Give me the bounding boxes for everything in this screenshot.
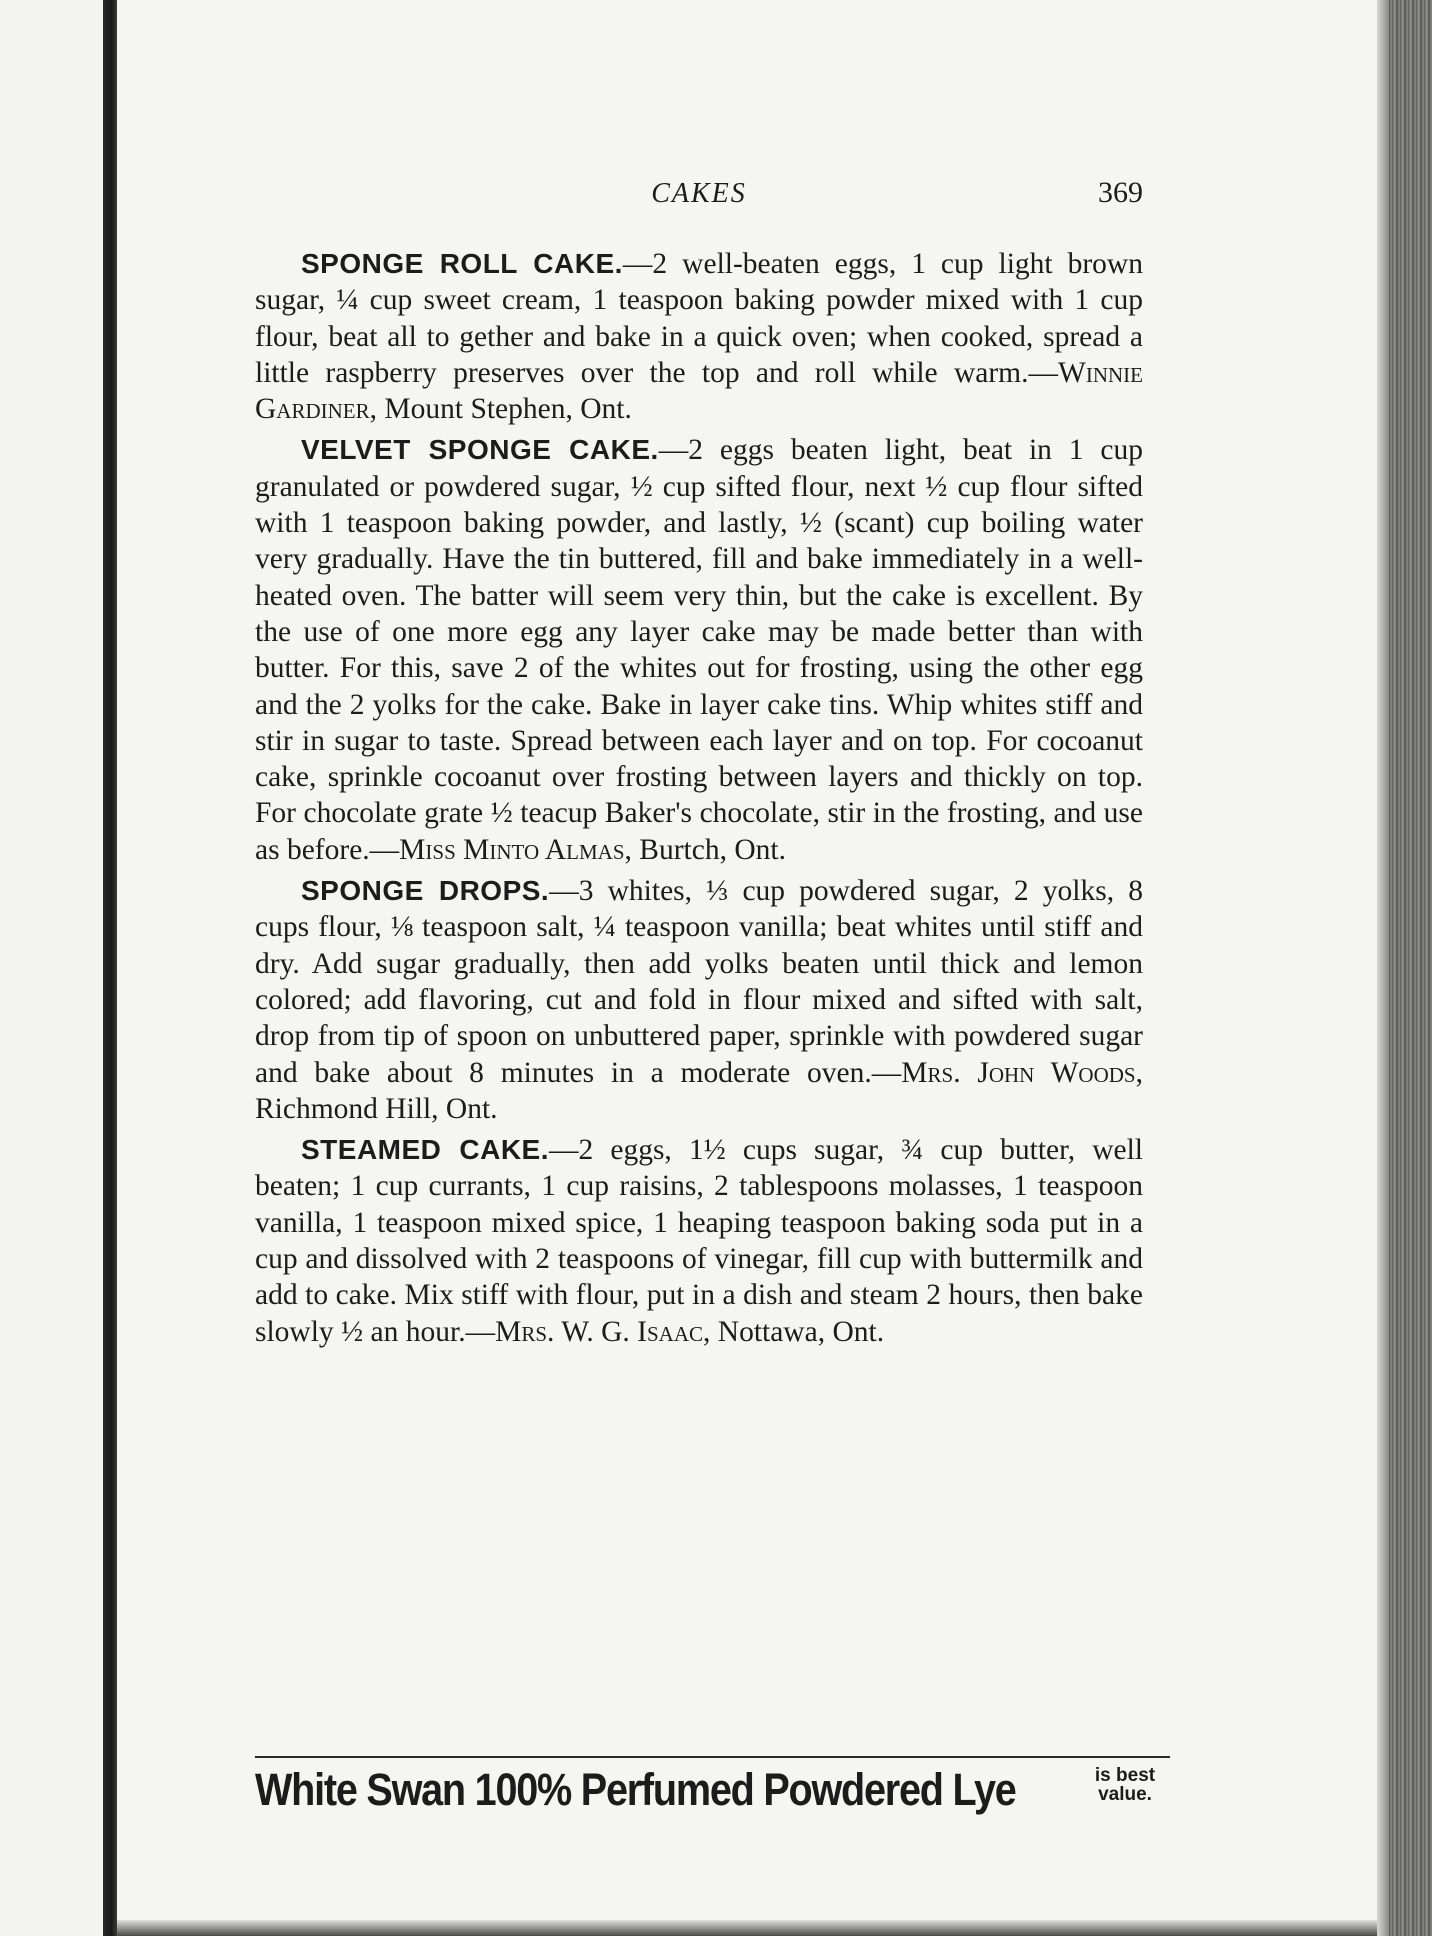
recipe-steamed-cake (255, 1132, 1143, 1350)
recipe-attribution: Mrs. John Woods (901, 1056, 1136, 1089)
running-head (255, 172, 1143, 216)
recipe-body: —3 whites, ⅓ cup powdered sugar, 2 yolks, 8 cups flour, ⅛ teaspoon salt, ¼ teaspoon vanilla; beat whites until stiff and dry. Add sugar gradually, then add yolks beaten until thick and lemon colored; add flavoring, cut and fold in flour mixed and sifted with salt, drop from tip of spoon on unbuttered paper, sprinkle with powdered sugar and bake about 8 minutes in a moderate oven.— (255, 875, 1143, 1089)
recipe-location: , Mount Stephen, Ont. (369, 393, 632, 426)
page-edges (1377, 0, 1432, 1936)
recipe-attribution: Mrs. W. G. Isaac (495, 1315, 704, 1348)
advertisement-text: White Swan 100% Perfumed Powdered Lye (255, 1764, 1016, 1815)
recipe-attribution: Winnie Gardiner (255, 356, 1143, 426)
advertisement-tagline-2: value. (1098, 1784, 1152, 1805)
recipe-body: —2 eggs beaten light, beat in 1 cup granulated or powdered sugar, ½ cup sifted flour, next ½ cup flour sifted with 1 teaspoon baking powder, and lastly, ½ (scant) cup boiling water very gradually. Have the tin buttered, fill and bake immediately in a well-heated oven. The batter will seem very thin, but the cake is excellent. By the use of one more egg any layer cake may be made better than with butter. For this, save 2 of the whites out for frosting, using the other egg and the 2 yolks for the cake. Bake in layer cake tins. Whip whites stiff and stir in sugar to taste. Spread between each layer and on top. For cocoanut cake, sprinkle cocoanut over frosting between layers and thickly on top. For chocolate grate ½ teacup Baker's chocolate, stir in the frosting, and use as before.— (255, 434, 1143, 866)
footer-advertisement (255, 1762, 1170, 1822)
recipe-location: , Nottawa, Ont. (703, 1315, 885, 1348)
recipe-attribution: Miss Minto Almas (399, 833, 625, 866)
section-title: CAKES (651, 178, 747, 209)
recipe-title: STEAMED CAKE. (301, 1134, 550, 1166)
recipe-title: SPONGE DROPS. (301, 875, 550, 907)
page-number: 369 (1098, 176, 1143, 209)
recipe-title: SPONGE ROLL CAKE. (301, 248, 623, 279)
recipe-title: VELVET SPONGE CAKE. (301, 434, 659, 466)
book-gutter (103, 0, 117, 1936)
recipe-sponge-roll-cake (255, 246, 1143, 427)
recipe-body: —2 well-beaten eggs, 1 cup light brown sugar, ¼ cup sweet cream, 1 teaspoon baking powder mixed with 1 cup flour, beat all to gether and bake in a quick oven; when cooked, spread a little raspberry preserves over the top and roll while warm.— (255, 248, 1143, 389)
advertisement-tagline-1: is best (1094, 1765, 1156, 1786)
recipe-location: , Richmond Hill, Ont. (255, 1056, 1143, 1125)
recipe-location: , Burtch, Ont. (624, 833, 786, 866)
bottom-shadow (117, 1920, 1377, 1936)
footer-rule (255, 1756, 1170, 1758)
advertisement-tagline (1080, 1766, 1170, 1804)
facing-page-margin (0, 0, 103, 1936)
recipe-velvet-sponge-cake (255, 432, 1143, 868)
recipe-list (255, 246, 1143, 1355)
recipe-body: —2 eggs, 1½ cups sugar, ¾ cup butter, well beaten; 1 cup currants, 1 cup raisins, 2 tablespoons molasses, 1 teaspoon vanilla, 1 teaspoon mixed spice, 1 heaping teaspoon baking soda put in a cup and dissolved with 2 teaspoons of vinegar, fill cup with buttermilk and add to cake. Mix stiff with flour, put in a dish and steam 2 hours, then bake slowly ½ an hour.— (255, 1134, 1144, 1348)
recipe-sponge-drops (255, 873, 1143, 1127)
